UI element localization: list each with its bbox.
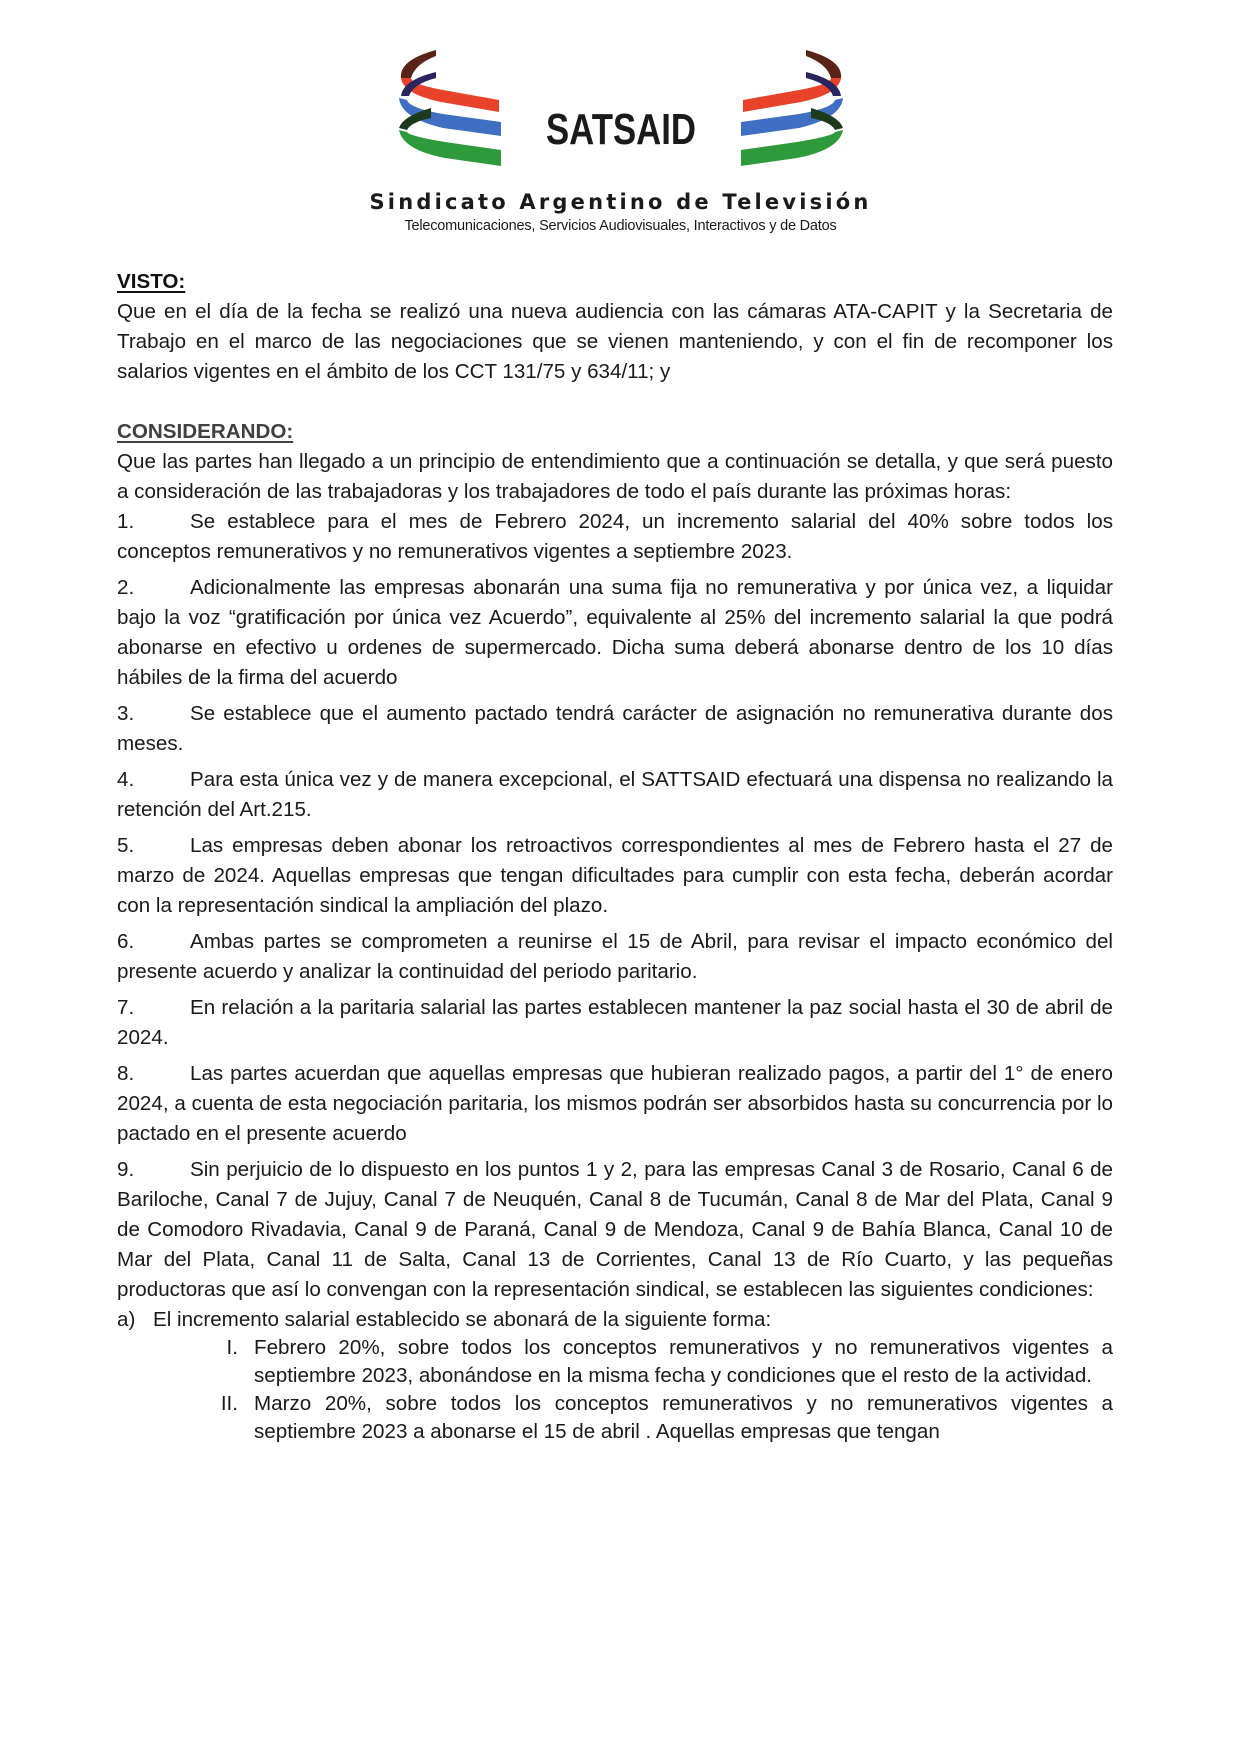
roman-item-ii: II. Marzo 20%, sobre todos los conceptos remunerativos y no remunerativos vigentes a septiembre 2023 a abonarse el 15 de abril . Aquellas empresas que tengan: [220, 1392, 1113, 1443]
document-body: [117, 267, 1113, 1446]
visto-heading: VISTO:: [117, 270, 186, 293]
svg-text:SATSAID: SATSAID: [545, 105, 696, 154]
clause-9: 9. Sin perjuicio de lo dispuesto en los puntos 1 y 2, para las empresas Canal 3 de Rosario, Canal 6 de Bariloche, Canal 7 de Jujuy, Canal 7 de Neuquén, Canal 8 de Tucumán, Canal 8 de Mar del Plata, Canal 9 de Comodoro Rivadavia, Canal 9 de Paraná, Canal 9 de Mendoza, Canal 9 de Bahía Blanca, Canal 10 de Mar del Plata, Canal 11 de Salta, Canal 13 de Corrientes, Canal 13 de Río Cuarto, y las pequeñas productoras que así lo convengan con la representación sindical, se establecen las siguientes condiciones:: [117, 1158, 1113, 1301]
clause-6: 6. Ambas partes se comprometen a reunirse el 15 de Abril, para revisar el impacto económico del presente acuerdo y analizar la continuidad del periodo paritario.: [117, 930, 1113, 983]
visto-text: Que en el día de la fecha se realizó una nueva audiencia con las cámaras ATA-CAPIT y la Secretaria de Trabajo en el marco de las negociaciones que se vienen manteniendo, y con el fin de recomponer los salarios vigentes en el ámbito de los CCT 131/75 y 634/11; y: [117, 300, 1113, 383]
clause-8: 8. Las partes acuerdan que aquellas empresas que hubieran realizado pagos, a partir del 1° de enero 2024, a cuenta de esta negociación paritaria, los mismos podrán ser absorbidos hasta su concurrencia por lo pactado en el presente acuerdo: [117, 1062, 1113, 1145]
organization-subtitle: Telecomunicaciones, Servicios Audiovisuales, Interactivos y de Datos: [404, 218, 837, 234]
clause-4: 4. Para esta única vez y de manera excepcional, el SATTSAID efectuará una dispensa no realizando la retención del Art.215.: [117, 768, 1113, 821]
clause-7: 7. En relación a la paritaria salarial las partes establecen mantener la paz social hasta el 30 de abril de 2024.: [117, 996, 1113, 1049]
organization-name: Sindicato Argentino de Televisión: [369, 190, 872, 214]
clause-3: 3. Se establece que el aumento pactado tendrá carácter de asignación no remunerativa durante dos meses.: [117, 702, 1113, 755]
subclause-a: a) El incremento salarial establecido se abonará de la siguiente forma:: [117, 1308, 772, 1331]
satsaid-ribbon-icon: [381, 38, 861, 188]
roman-item-i: I. Febrero 20%, sobre todos los conceptos remunerativos y no remunerativos vigentes a septiembre 2023, abonándose en la misma fecha y condiciones que el resto de la actividad.: [226, 1336, 1113, 1387]
considerando-intro: Que las partes han llegado a un principio de entendimiento que a continuación se detalla, y que será puesto a consideración de las trabajadoras y los trabajadores de todo el país durante las próximas horas:: [117, 450, 1113, 503]
considerando-heading: CONSIDERANDO:: [117, 420, 294, 443]
clause-1: 1. Se establece para el mes de Febrero 2024, un incremento salarial del 40% sobre todos los conceptos remunerativos y no remunerativos vigentes a septiembre 2023.: [117, 510, 1113, 563]
clause-2: 2. Adicionalmente las empresas abonarán una suma fija no remunerativa y por única vez, a liquidar bajo la voz “gratificación por única vez Acuerdo”, equivalente al 25% del incremento salarial la que podrá abonarse en efectivo u ordenes de supermercado. Dicha suma deberá abonarse dentro de los 10 días hábiles de la firma del acuerdo: [117, 576, 1113, 689]
clause-5: 5. Las empresas deben abonar los retroactivos correspondientes al mes de Febrero hasta el 27 de marzo de 2024. Aquellas empresas que tengan dificultades para cumplir con esta fecha, deberán acordar con la representación sindical la ampliación del plazo.: [117, 834, 1113, 917]
satsaid-logo: [0, 38, 1241, 238]
